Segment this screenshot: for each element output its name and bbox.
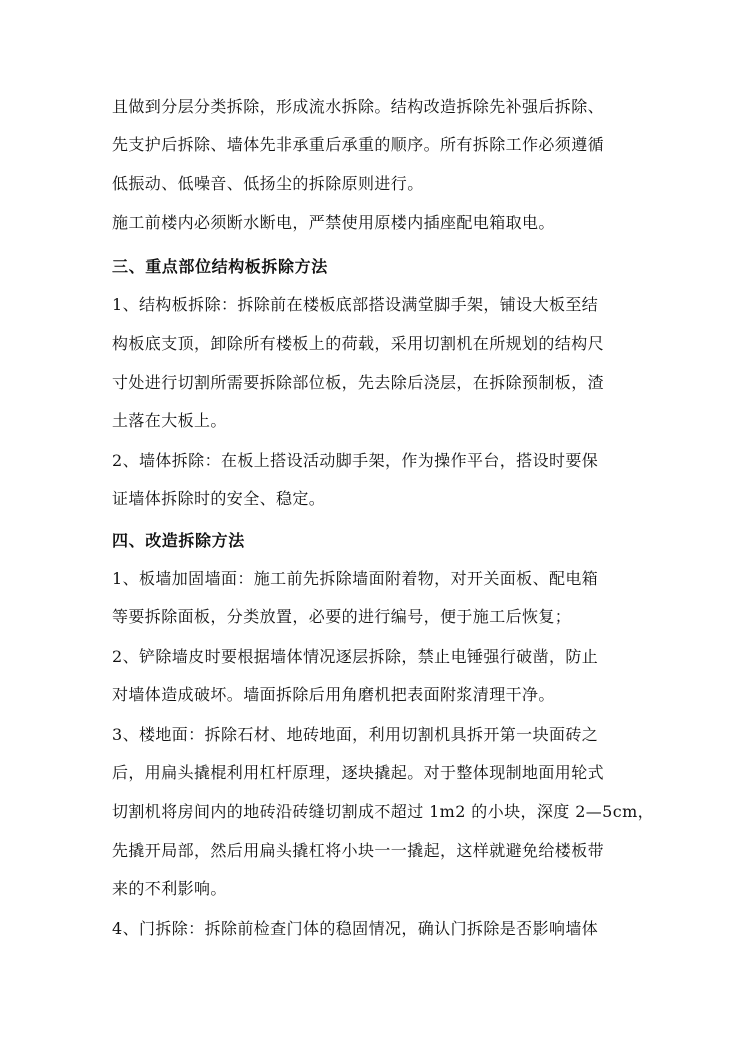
paragraph-line: 等要拆除面板，分类放置，必要的进行编号，便于施工后恢复； — [112, 607, 572, 626]
paragraph-line: 寸处进行切割所需要拆除部位板，先去除后浇层，在拆除预制板，渣 — [112, 373, 605, 392]
paragraph-line: 施工前楼内必须断水断电，严禁使用原楼内插座配电箱取电。 — [112, 213, 555, 232]
paragraph-line: 切割机将房间内的地砖沿砖缝切割成不超过 1m2 的小块，深度 2—5cm， — [112, 802, 655, 821]
section-heading-3: 三、重点部位结构板拆除方法 — [112, 257, 328, 276]
paragraph-line: 1、板墙加固墙面：施工前先拆除墙面附着物，对开关面板、配电箱 — [112, 569, 599, 588]
paragraph-line: 对墙体造成破坏。墙面拆除后用角磨机把表面附浆清理干净。 — [112, 685, 555, 704]
paragraph-line: 构板底支顶，卸除所有楼板上的荷载，采用切割机在所规划的结构尺 — [112, 334, 605, 353]
paragraph-line: 证墙体拆除时的安全、稳定。 — [112, 489, 326, 508]
paragraph-line: 先支护后拆除、墙体先非承重后承重的顺序。所有拆除工作必须遵循 — [112, 135, 605, 154]
paragraph-line: 且做到分层分类拆除，形成流水拆除。结构改造拆除先补强后拆除、 — [112, 97, 605, 116]
paragraph-line: 土落在大板上。 — [112, 411, 227, 430]
paragraph-line: 1、结构板拆除：拆除前在楼板底部搭设满堂脚手架，铺设大板至结 — [112, 295, 599, 314]
paragraph-line: 2、墙体拆除：在板上搭设活动脚手架，作为操作平台，搭设时要保 — [112, 451, 599, 470]
paragraph-line: 低振动、低噪音、低扬尘的拆除原则进行。 — [112, 174, 424, 193]
paragraph-line: 2、铲除墙皮时要根据墙体情况逐层拆除，禁止电锤强行破凿，防止 — [112, 647, 599, 666]
paragraph-line: 来的不利影响。 — [112, 879, 227, 898]
paragraph-line: 后，用扁头撬棍利用杠杆原理，逐块撬起。对于整体现制地面用轮式 — [112, 763, 605, 782]
paragraph-line: 先撬开局部，然后用扁头撬杠将小块一一撬起，这样就避免给楼板带 — [112, 841, 605, 860]
paragraph-line: 3、楼地面：拆除石材、地砖地面，利用切割机具拆开第一块面砖之 — [112, 725, 599, 744]
section-heading-4: 四、改造拆除方法 — [112, 531, 245, 550]
paragraph-line: 4、门拆除：拆除前检查门体的稳固情况，确认门拆除是否影响墙体 — [112, 919, 599, 938]
